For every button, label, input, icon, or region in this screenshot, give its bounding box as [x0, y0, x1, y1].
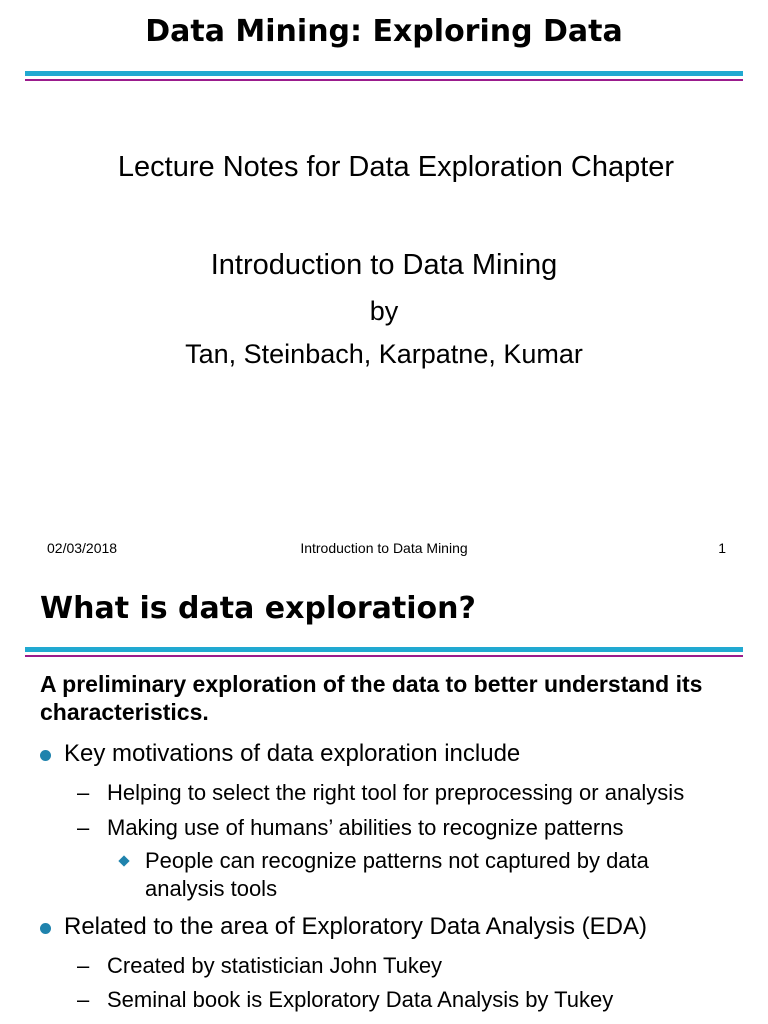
bullet-text: Related to the area of Exploratory Data Analysis (EDA) — [64, 913, 647, 940]
sub-bullet-item — [77, 953, 442, 979]
content-slide — [0, 576, 768, 1024]
bullet-text: Key motivations of data exploration include — [64, 740, 521, 767]
lead-statement: A preliminary exploration of the data to better understand its characteristics. — [40, 671, 703, 725]
title-rule-cyan — [25, 71, 743, 76]
book-title: Introduction to Data Mining — [210, 249, 558, 281]
dash-bullet-icon: – — [77, 987, 90, 1012]
footer-title: Introduction to Data Mining — [300, 540, 468, 556]
dash-bullet-icon: – — [77, 780, 90, 805]
sub-sub-bullet-text: People can recognize patterns not captured by data analysis tools — [145, 848, 649, 901]
title-rule-cyan — [25, 647, 743, 652]
slide-title: Data Mining: Exploring Data — [145, 14, 623, 49]
dash-bullet-icon: – — [77, 815, 90, 840]
footer-date: 02/03/2018 — [47, 540, 118, 556]
bullet-item — [40, 913, 647, 941]
title-rule-magenta — [25, 655, 743, 657]
slide-title: What is data exploration? — [40, 591, 476, 626]
sub-bullet-item — [77, 987, 613, 1013]
sub-bullet-text: Making use of humans’ abilities to recognize patterns — [107, 815, 624, 840]
by-line: by — [369, 296, 399, 326]
footer-page-number: 1 — [718, 540, 726, 556]
dash-bullet-icon: – — [77, 953, 90, 978]
sub-bullet-text: Helping to select the right tool for preprocessing or analysis — [107, 780, 685, 805]
sub-sub-bullet-item — [117, 847, 665, 903]
round-bullet-icon — [40, 750, 51, 761]
authors-line: Tan, Steinbach, Karpatne, Kumar — [185, 339, 583, 369]
diamond-bullet-icon — [118, 855, 129, 866]
lecture-notes-line: Lecture Notes for Data Exploration Chapter — [117, 151, 675, 183]
sub-bullet-text: Seminal book is Exploratory Data Analysis by Tukey — [107, 987, 614, 1012]
sub-bullet-text: Created by statistician John Tukey — [107, 953, 443, 978]
bullet-item — [40, 740, 520, 768]
sub-bullet-item — [77, 780, 684, 806]
title-rule-magenta — [25, 79, 743, 81]
round-bullet-icon — [40, 923, 51, 934]
sub-bullet-item — [77, 815, 623, 841]
